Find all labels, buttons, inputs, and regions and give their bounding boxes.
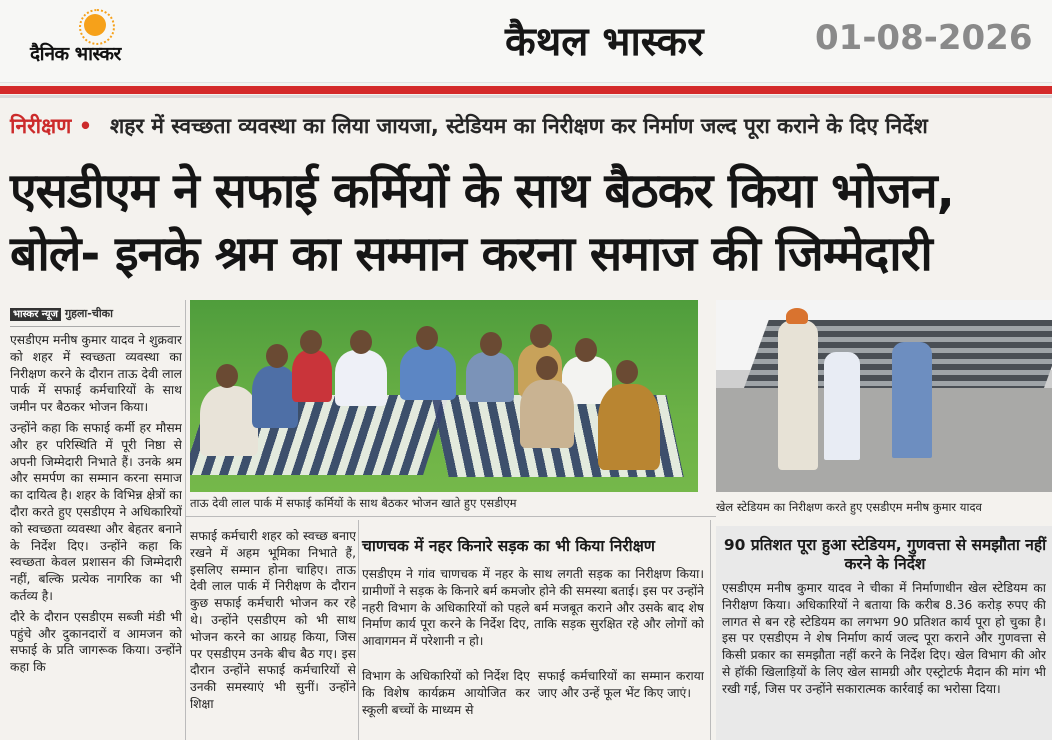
headline — [10, 160, 954, 286]
column-rule — [358, 520, 359, 740]
column-rule — [710, 520, 711, 740]
newspaper-logo: दैनिक भास्कर — [30, 43, 121, 65]
byline-place: गुहला-चीका — [64, 307, 113, 320]
article-column-2: सफाई कर्मचारी शहर को स्वच्छ बनाए रखने में अहम भूमिका निभाते हैं, इसलिए सम्मान होना चाहिए। ताऊ देवी लाल पार्क में निरीक्षण के दौरान कुछ सफाई कर्मचारी भोजन कर रहे थे। उन्होंने एसडीएम को भी साथ भोजन करने का आग्रह किया, जिस पर एसडीएम उनके बीच बैठ गए। इस दौरान उन्होंने सफाई कर्मचारियों से उनकी समस्याएं भी सुनीं। उन्होंने शिक्षा — [190, 529, 356, 711]
photo-caption: ताऊ देवी लाल पार्क में सफाई कर्मियों के साथ बैठकर भोजन खाते हुए एसडीएम — [190, 496, 517, 510]
road-story-col-a: विभाग के अधिकारियों को निर्देश दिए कि विशेष कार्यक्रम आयोजित कर स्कूली बच्चों के माध्यम से — [362, 669, 530, 717]
person — [400, 346, 456, 400]
red-divider — [0, 86, 1052, 94]
byline — [10, 306, 180, 327]
gray-divider — [0, 95, 1052, 98]
headline-line-1: एसडीएम ने सफाई कर्मियों के साथ बैठकर किया भोजन, — [10, 163, 954, 219]
ground — [716, 388, 1052, 492]
photo-sdm-eating-with-sanitation-workers — [190, 300, 698, 492]
stadium-story-body: एसडीएम मनीष कुमार यादव ने चीका में निर्माणाधीन खेल स्टेडियम का निरीक्षण किया। अधिकारियों ने बताया कि करीब 8.36 करोड़ रुपए की लागत से बन रहे स्टेडियम का लगभग 90 प्रतिशत कार्य पूरा हो चुका है। इस पर एसडीएम ने शेष निर्माण कार्य जल्द पूरा कराने और गुणवत्ता से किसी प्रकार का समझौता नहीं करने के निर्देश दिए। खेल विभाग की ओर से हॉकी खिलाड़ियों के लिए खेल सामग्री और एस्ट्रोटर्फ मैदान की मांग भी रखी गई, जिस पर उन्होंने सकारात्मक कार्रवाई का भरोसा दिया। — [722, 581, 1046, 696]
kicker-text: शहर में स्वच्छता व्यवस्था का लिया जायजा, स्टेडियम का निरीक्षण कर निर्माण जल्द पूरा कराने के दिए निर्देश — [110, 114, 928, 138]
person — [892, 342, 932, 458]
issue-date: 01-08-2026 — [815, 18, 1033, 58]
road-story-intro: एसडीएम ने गांव चाणचक में नहर के साथ लगती सड़क का निरीक्षण किया। ग्रामीणों ने सड़क के किनारे बर्म कमजोर होने की समस्या बताई। इस पर उन्होंने नहरी विभाग के अधिकारियों को पहले बर्म मजबूत कराने और उसके बाद शेष निर्माण कार्य पूरा करने के निर्देश दिए, ताकि सड़क सुरक्षित रहे और लोगों को आवागमन में परेशानी न हो। — [362, 567, 704, 649]
sun-logo-icon — [84, 14, 106, 36]
turban — [786, 308, 808, 324]
person — [598, 384, 660, 470]
paragraph: एसडीएम मनीष कुमार यादव ने शुक्रवार को शहर में स्वच्छता व्यवस्था का निरीक्षण करने के दौरान ताऊ देवी लाल पार्क में सफाई कर्मचारियों के साथ जमीन पर बैठकर भोजन किया। — [10, 333, 182, 415]
paragraph: दौरे के दौरान एसडीएम सब्जी मंडी भी पहुंचे और दुकानदारों व आमजन को सफाई के प्रति जागरूक किया। उन्होंने कहा कि — [10, 609, 182, 675]
person — [200, 386, 258, 456]
person — [824, 352, 860, 460]
person — [520, 380, 574, 448]
headline-line-2: बोले- इनके श्रम का सम्मान करना समाज की जिम्मेदारी — [10, 226, 932, 282]
byline-tag: भास्कर न्यूज — [10, 308, 61, 321]
column-rule — [185, 300, 186, 740]
edition-title: कैथल भास्कर — [505, 19, 704, 65]
person — [292, 350, 332, 402]
photo-caption: खेल स्टेडियम का निरीक्षण करते हुए एसडीएम मनीष कुमार यादव — [716, 500, 982, 514]
road-story-col-b: सफाई कर्मचारियों का सम्मान कराया जाए और उन्हें फूल भेंट किए जाएं। — [538, 669, 704, 700]
kicker-label: निरीक्षण • — [10, 114, 93, 138]
paragraph: उन्होंने कहा कि सफाई कर्मी हर मौसम और हर परिस्थिति में पूरी निष्ठा से अपनी जिम्मेदारी निभाते हैं। उनके श्रम और समर्पण का सम्मान करना समाज का दायित्व है। शहर के विभिन्न क्षेत्रों का दौरा करते हुए एसडीएम ने अधिकारियों को स्वच्छता व्यवस्था और बेहतर बनाने के निर्देश दिए। उन्होंने कहा कि स्वच्छता केवल प्रशासन की जिम्मेदारी नहीं, बल्कि प्रत्येक नागरिक का भी कर्तव्य है। — [10, 420, 182, 603]
subheadline-road: चाणचक में नहर किनारे सड़क का भी किया निरीक्षण — [362, 537, 656, 555]
article-column-1 — [10, 332, 182, 740]
subheadline-stadium: 90 प्रतिशत पूरा हुआ स्टेडियम, गुणवत्ता से समझौता नहीं करने के निर्देश — [723, 536, 1047, 573]
person — [778, 320, 818, 470]
person — [335, 350, 387, 406]
person — [466, 352, 514, 402]
photo-stadium-inspection — [716, 300, 1052, 492]
